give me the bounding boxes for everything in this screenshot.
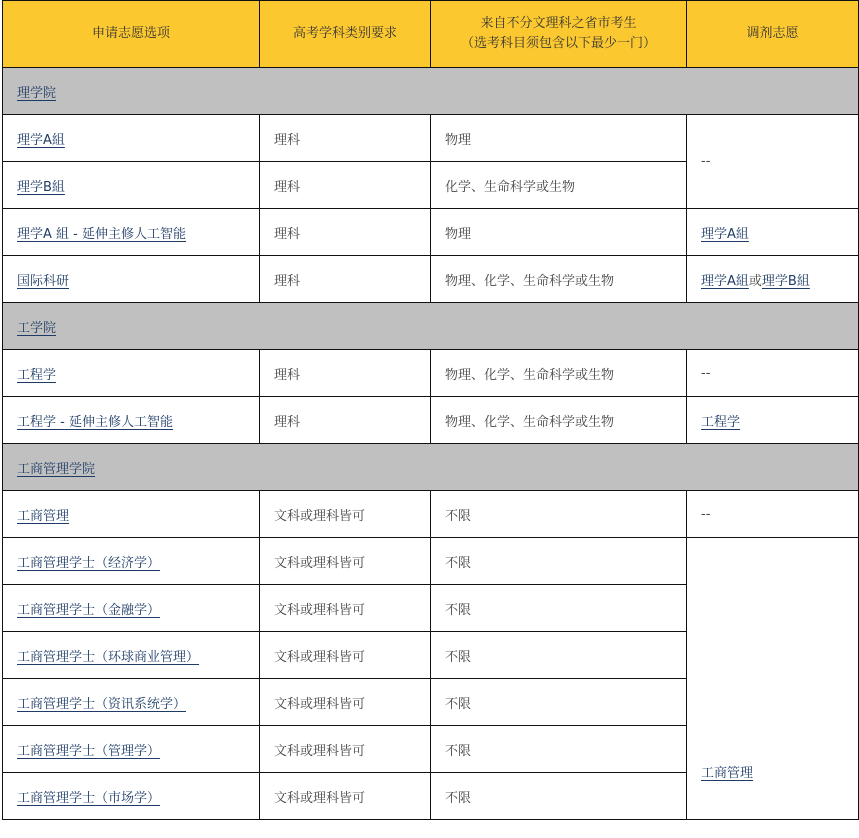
program-cell [3,162,260,209]
subjects-cell: 物理 [431,209,687,256]
table-row [3,350,859,397]
program-cell [3,115,260,162]
category-cell: 文科或理科皆可 [260,538,431,585]
program-cell [3,773,260,820]
alternate-cell [687,115,859,209]
subjects-cell: 不限 [431,632,687,679]
alternate-link[interactable]: 工程学 [701,414,741,430]
faculty-group-row [3,303,859,350]
program-cell [3,209,260,256]
category-cell: 文科或理科皆可 [260,679,431,726]
alternate-cell [687,256,859,303]
category-cell: 文科或理科皆可 [260,773,431,820]
program-link[interactable]: 工商管理学士（资讯系统学） [17,696,187,712]
category-cell: 理科 [260,209,431,256]
subjects-cell: 不限 [431,585,687,632]
program-cell [3,491,260,538]
alternate-link[interactable]: 理学A組 [701,273,749,289]
program-link[interactable]: 工程学 [17,367,57,383]
subjects-cell: 物理 [431,115,687,162]
admission-table [2,0,859,820]
program-cell [3,397,260,444]
program-cell [3,538,260,585]
category-cell: 理科 [260,397,431,444]
alternate-link[interactable]: 理学A組 [701,226,749,242]
alternate-cell [687,397,859,444]
faculty-link[interactable]: 工商管理学院 [17,461,96,477]
faculty-link[interactable]: 理学院 [17,85,57,101]
table-row [3,256,859,303]
subjects-cell: 不限 [431,726,687,773]
category-cell: 文科或理科皆可 [260,726,431,773]
header-alternate: 调剂志愿 [687,1,859,68]
program-link[interactable]: 国际科研 [17,273,70,289]
table-header-row [3,1,859,68]
alternate-cell [687,538,859,820]
subjects-cell: 物理、化学、生命科学或生物 [431,256,687,303]
subjects-cell: 不限 [431,679,687,726]
category-cell: 理科 [260,350,431,397]
program-cell [3,726,260,773]
category-cell: 理科 [260,256,431,303]
table-row [3,491,859,538]
program-cell [3,632,260,679]
program-cell [3,256,260,303]
alternate-text: -- [701,154,711,169]
program-link[interactable]: 工商管理学士（经济学） [17,555,161,571]
header-category: 高考学科类别要求 [260,1,431,68]
alternate-cell [687,491,859,538]
table-row [3,115,859,162]
header-subjects-line2: （选考科目须包含以下最少一门） [460,36,656,51]
alternate-link[interactable]: 理学B組 [761,273,810,289]
category-cell: 文科或理科皆可 [260,585,431,632]
category-cell: 理科 [260,162,431,209]
faculty-group-cell [3,444,859,491]
program-link[interactable]: 工商管理学士（金融学） [17,602,161,618]
program-link[interactable]: 工程学 - 延伸主修人工智能 [17,414,173,430]
subjects-cell: 化学、生命科学或生物 [431,162,687,209]
header-subjects-line1: 来自不分文理科之省市考生 [480,16,637,31]
header-subjects [431,1,687,68]
alternate-cell [687,209,859,256]
faculty-link[interactable]: 工学院 [17,320,57,336]
table-body [3,68,859,820]
program-link[interactable]: 理学B組 [17,179,65,195]
table-row [3,397,859,444]
program-link[interactable]: 工商管理学士（市场学） [17,790,161,806]
program-cell [3,679,260,726]
faculty-group-row [3,68,859,115]
program-cell [3,350,260,397]
faculty-group-row [3,444,859,491]
category-cell: 文科或理科皆可 [260,491,431,538]
alternate-text: 或 [748,273,762,289]
program-link[interactable]: 工商管理 [17,508,70,524]
subjects-cell: 不限 [431,491,687,538]
faculty-group-cell [3,68,859,115]
table-row [3,538,859,585]
header-program: 申请志愿选项 [3,1,260,68]
subjects-cell: 不限 [431,773,687,820]
alternate-link[interactable]: 工商管理 [701,766,754,781]
program-link[interactable]: 理学A 組 - 延伸主修人工智能 [17,226,186,242]
category-cell: 文科或理科皆可 [260,632,431,679]
subjects-cell: 物理、化学、生命科学或生物 [431,397,687,444]
program-link[interactable]: 工商管理学士（管理学） [17,743,161,759]
alternate-text: -- [701,365,711,381]
program-link[interactable]: 理学A組 [17,132,65,148]
category-cell: 理科 [260,115,431,162]
subjects-cell: 不限 [431,538,687,585]
subjects-cell: 物理、化学、生命科学或生物 [431,350,687,397]
alternate-text: -- [701,506,711,522]
table-row [3,209,859,256]
faculty-group-cell [3,303,859,350]
program-link[interactable]: 工商管理学士（环球商业管理） [17,649,200,665]
alternate-cell [687,350,859,397]
program-cell [3,585,260,632]
